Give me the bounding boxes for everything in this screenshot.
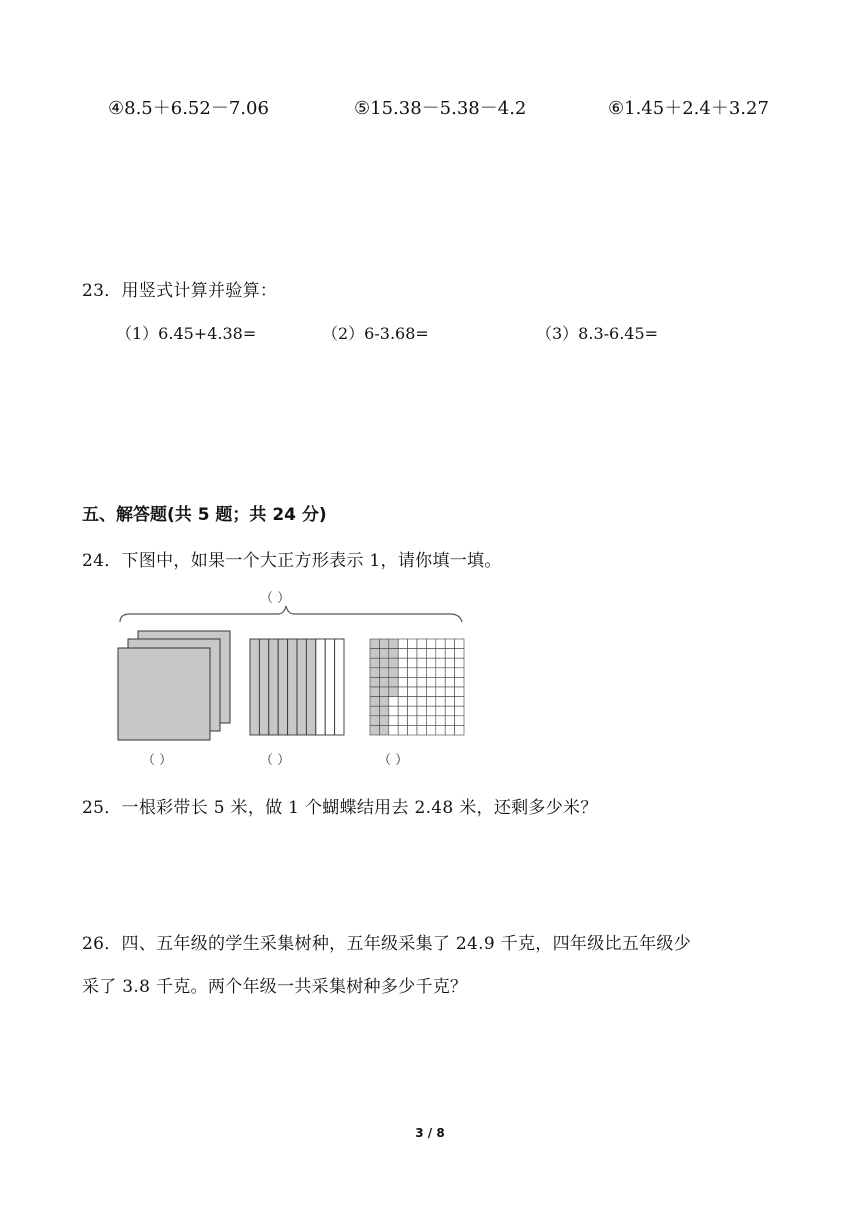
hundredths-cell xyxy=(370,716,379,726)
hundredths-cell xyxy=(379,668,388,678)
hundredths-cell xyxy=(436,677,445,687)
section-5-heading: 五、解答题(共 5 题；共 24 分) xyxy=(82,505,327,525)
hundredths-cell xyxy=(370,649,379,659)
hundredths-cell xyxy=(389,716,398,726)
hundredths-cell xyxy=(370,639,379,649)
hundredths-cell xyxy=(417,687,426,697)
decimal-squares-figure xyxy=(100,584,480,774)
hundredths-cell xyxy=(436,658,445,668)
hundredths-cell xyxy=(426,668,435,678)
hundredths-cell xyxy=(379,658,388,668)
tenths-column xyxy=(269,639,278,735)
question-23-title: 23．用竖式计算并验算： xyxy=(82,281,278,301)
hundredths-cell xyxy=(455,716,464,726)
hundredths-cell xyxy=(379,649,388,659)
answer-blank-1: （ ） xyxy=(142,753,173,768)
hundredths-cell xyxy=(426,716,435,726)
question-26-line-2: 采了 3.8 千克。两个年级一共采集树种多少千克？ xyxy=(82,977,468,997)
tenths-column xyxy=(278,639,287,735)
hundredths-cell xyxy=(426,649,435,659)
tenths-column xyxy=(316,639,325,735)
tenths-column xyxy=(306,639,315,735)
hundredths-cell xyxy=(426,658,435,668)
hundredths-cell xyxy=(445,668,454,678)
hundredths-cell xyxy=(417,639,426,649)
hundredths-cell xyxy=(389,677,398,687)
hundredths-cell xyxy=(426,687,435,697)
hundredths-cell xyxy=(436,687,445,697)
question-26-line-1: 26．四、五年级的学生采集树种，五年级采集了 24.9 千克，四年级比五年级少 xyxy=(82,934,691,954)
hundredths-cell xyxy=(455,706,464,716)
question-23-item-2: （2）6-3.68= xyxy=(322,324,429,343)
hundredths-cell xyxy=(408,706,417,716)
hundredths-cell xyxy=(417,697,426,707)
hundredths-cell xyxy=(379,687,388,697)
hundredths-cell xyxy=(389,687,398,697)
hundredths-cell xyxy=(389,658,398,668)
hundredths-cell xyxy=(408,687,417,697)
hundredths-cell xyxy=(379,706,388,716)
hundredths-cell xyxy=(408,668,417,678)
hundredths-cell xyxy=(445,725,454,735)
hundredths-cell xyxy=(436,639,445,649)
hundredths-cell xyxy=(455,677,464,687)
hundredths-cell xyxy=(426,677,435,687)
hundredths-cell xyxy=(379,677,388,687)
hundredths-cell xyxy=(389,697,398,707)
hundredths-cell xyxy=(379,725,388,735)
hundredths-cell xyxy=(445,658,454,668)
hundredths-cell xyxy=(417,716,426,726)
expression-4: ④8.5＋6.52－7.06 xyxy=(108,98,269,119)
hundredths-cell xyxy=(426,706,435,716)
expression-5: ⑤15.38－5.38－4.2 xyxy=(354,98,527,119)
hundredths-cell xyxy=(455,668,464,678)
hundredths-cell xyxy=(445,697,454,707)
top-brace xyxy=(120,606,462,622)
hundredths-cell xyxy=(408,649,417,659)
hundredths-cell xyxy=(408,725,417,735)
question-23-item-1: （1）6.45+4.38= xyxy=(116,324,257,343)
question-25-text: 25．一根彩带长 5 米，做 1 个蝴蝶结用去 2.48 米，还剩多少米？ xyxy=(82,798,598,818)
hundredths-cell xyxy=(417,706,426,716)
hundredths-cell xyxy=(417,725,426,735)
hundredths-cell xyxy=(370,725,379,735)
hundredths-cell xyxy=(455,649,464,659)
hundredths-cell xyxy=(436,697,445,707)
tenths-column xyxy=(288,639,297,735)
top-answer-blank: （ ） xyxy=(260,591,291,606)
hundredths-cell xyxy=(436,706,445,716)
hundredths-cell xyxy=(379,697,388,707)
hundredths-cell xyxy=(370,677,379,687)
hundredths-cell xyxy=(370,687,379,697)
question-24-title: 24．下图中，如果一个大正方形表示 1，请你填一填。 xyxy=(82,551,502,571)
hundredths-cell xyxy=(379,716,388,726)
answer-blank-2: （ ） xyxy=(260,753,291,768)
hundredths-cell xyxy=(379,639,388,649)
hundredths-cell xyxy=(426,639,435,649)
hundredths-cell xyxy=(436,649,445,659)
hundredths-cell xyxy=(455,697,464,707)
hundredths-cell xyxy=(455,639,464,649)
square-front xyxy=(118,648,210,740)
page-number: 3 / 8 xyxy=(415,1126,445,1140)
hundredths-cell xyxy=(445,716,454,726)
hundredths-cell xyxy=(417,649,426,659)
answer-blank-3: （ ） xyxy=(378,753,409,768)
hundredths-cell xyxy=(398,706,407,716)
hundredths-cell xyxy=(389,668,398,678)
hundredths-cell xyxy=(436,725,445,735)
hundredths-cell xyxy=(389,725,398,735)
hundredths-cell xyxy=(370,668,379,678)
tenths-column xyxy=(259,639,268,735)
hundredths-square xyxy=(370,639,464,735)
hundredths-cell xyxy=(417,658,426,668)
hundredths-cell xyxy=(389,639,398,649)
hundredths-cell xyxy=(408,639,417,649)
hundredths-cell xyxy=(408,658,417,668)
hundredths-cell xyxy=(398,725,407,735)
hundredths-cell xyxy=(445,687,454,697)
tenths-column xyxy=(250,639,259,735)
hundredths-cell xyxy=(455,658,464,668)
hundredths-cell xyxy=(426,725,435,735)
hundredths-cell xyxy=(445,677,454,687)
hundredths-cell xyxy=(426,697,435,707)
expression-6: ⑥1.45＋2.4＋3.27 xyxy=(608,98,769,119)
hundredths-cell xyxy=(436,716,445,726)
hundredths-cell xyxy=(398,697,407,707)
hundredths-cell xyxy=(445,706,454,716)
hundredths-cell xyxy=(445,649,454,659)
tenths-square xyxy=(250,639,344,735)
hundredths-cell xyxy=(408,677,417,687)
hundredths-cell xyxy=(408,697,417,707)
hundredths-cell xyxy=(398,649,407,659)
hundredths-cell xyxy=(398,677,407,687)
hundredths-cell xyxy=(389,706,398,716)
hundredths-cell xyxy=(398,687,407,697)
tenths-column xyxy=(335,639,344,735)
hundredths-cell xyxy=(370,658,379,668)
hundredths-cell xyxy=(370,706,379,716)
hundredths-cell xyxy=(455,725,464,735)
hundredths-cell xyxy=(370,697,379,707)
hundredths-cell xyxy=(417,668,426,678)
hundredths-cell xyxy=(398,716,407,726)
question-23-item-3: （3）8.3-6.45= xyxy=(536,324,659,343)
hundredths-cell xyxy=(417,677,426,687)
hundredths-cell xyxy=(389,649,398,659)
hundredths-cell xyxy=(436,668,445,678)
hundredths-cell xyxy=(445,639,454,649)
hundredths-cell xyxy=(398,639,407,649)
hundredths-cell xyxy=(398,658,407,668)
hundredths-cell xyxy=(408,716,417,726)
hundredths-cell xyxy=(455,687,464,697)
tenths-column xyxy=(325,639,334,735)
tenths-column xyxy=(297,639,306,735)
hundredths-cell xyxy=(398,668,407,678)
